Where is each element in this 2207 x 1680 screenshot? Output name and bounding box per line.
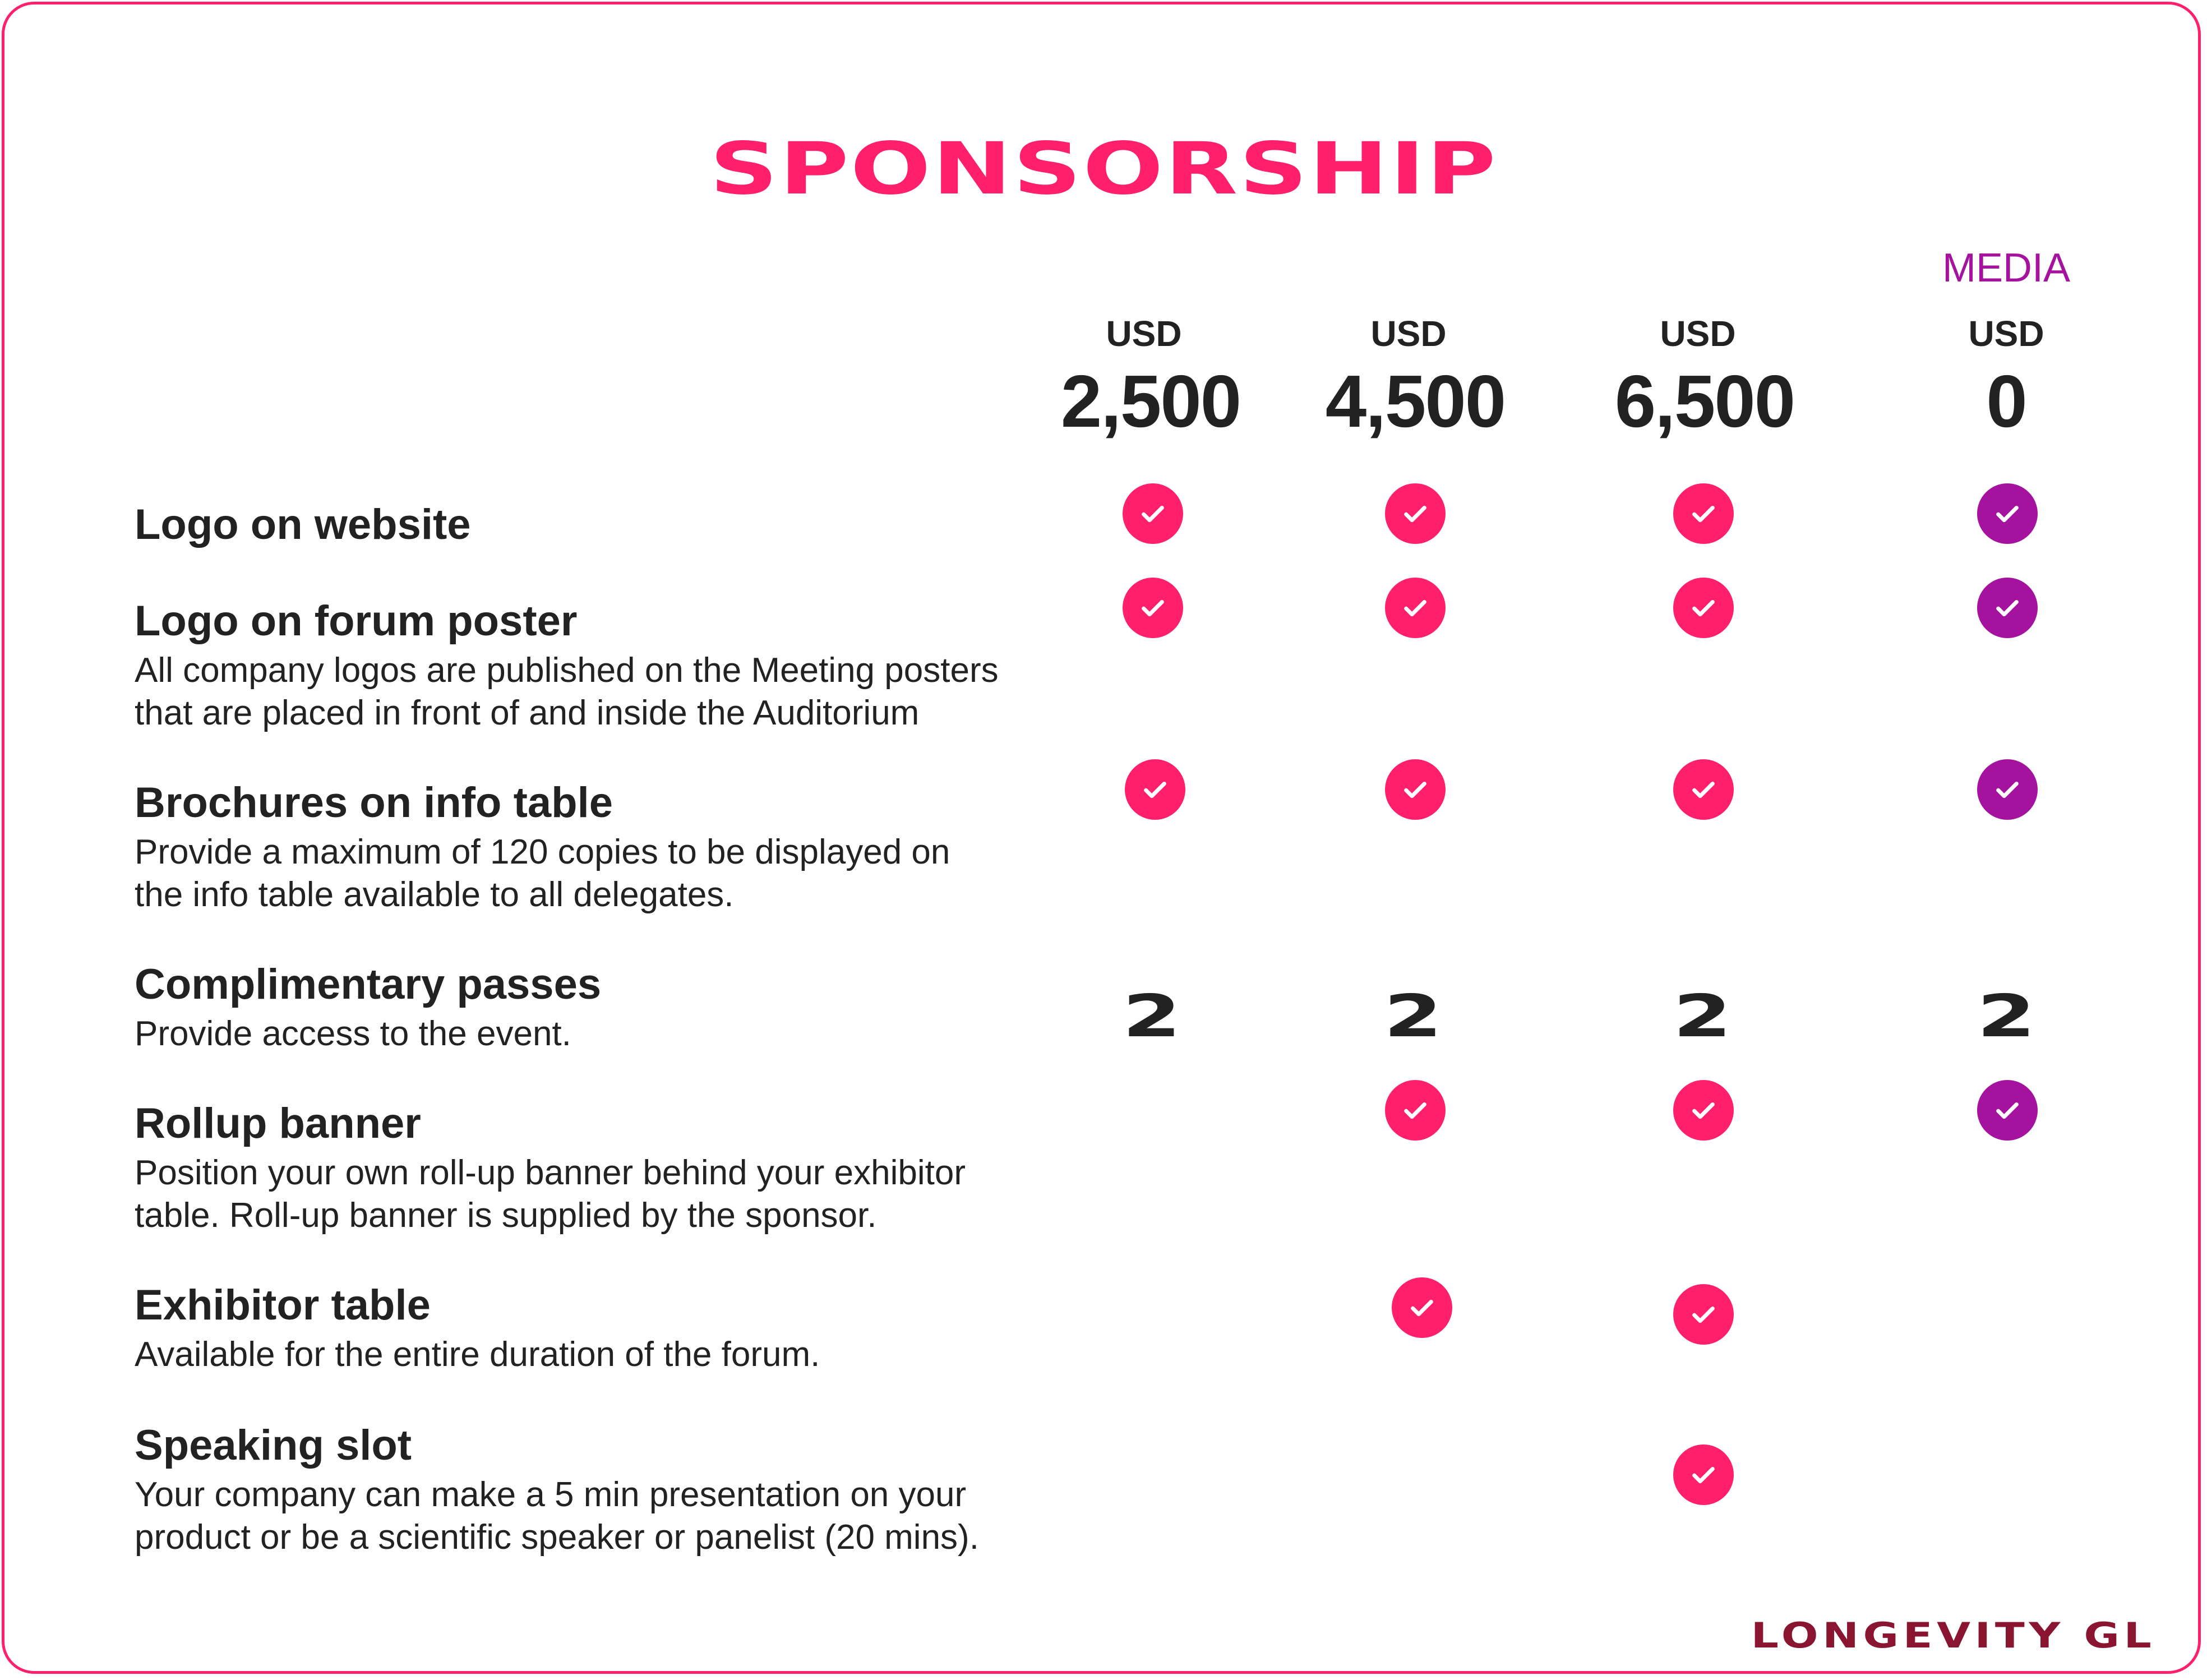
passes-count-tier-2: 2 — [1383, 982, 1443, 1050]
feature-desc-passes — [135, 1013, 1043, 1055]
check-circle-icon — [1385, 1080, 1446, 1141]
check-circle-icon — [1123, 578, 1183, 638]
feature-title-speaking: Speaking slot — [135, 1421, 412, 1469]
feature-desc-line: Position your own roll-up banner behind your exhibitor — [135, 1153, 966, 1192]
feature-desc-rollup — [135, 1152, 1043, 1237]
check-circle-icon — [1977, 759, 2038, 820]
check-circle-icon — [1125, 759, 1185, 820]
feature-desc-line: Available for the entire duration of the forum. — [135, 1335, 820, 1374]
check-circle-icon — [1385, 759, 1446, 820]
feature-desc-line: All company logos are published on the Meeting posters — [135, 651, 999, 690]
feature-desc-line: the info table available to all delegates. — [135, 875, 734, 914]
feature-desc-exhibitor — [135, 1333, 1043, 1376]
feature-title-logo-poster: Logo on forum poster — [135, 597, 578, 645]
feature-desc-line: product or be a scientific speaker or panelist (20 mins). — [135, 1518, 979, 1557]
check-circle-icon — [1385, 578, 1446, 638]
check-circle-icon — [1673, 759, 1734, 820]
tier-3-currency: USD — [1660, 313, 1736, 354]
check-circle-icon — [1123, 483, 1183, 544]
feature-desc-line: Your company can make a 5 min presentation on your — [135, 1475, 967, 1514]
tier-3-price: 6,500 — [1614, 360, 1795, 442]
feature-desc-speaking — [135, 1474, 1043, 1559]
tier-1-currency: USD — [1106, 313, 1182, 354]
feature-desc-brochures — [135, 831, 1043, 916]
check-circle-icon — [1977, 578, 2038, 638]
feature-title-passes: Complimentary passes — [135, 961, 602, 1008]
media-tier-label: MEDIA — [1942, 246, 2071, 290]
tier-2-currency: USD — [1370, 313, 1447, 354]
passes-count-tier-1: 2 — [1122, 982, 1181, 1050]
check-circle-icon — [1673, 578, 1734, 638]
tier-4-currency: USD — [1968, 313, 2044, 354]
check-circle-icon — [1977, 1080, 2038, 1141]
feature-title-exhibitor: Exhibitor table — [135, 1281, 431, 1329]
feature-desc-line: table. Roll-up banner is supplied by the sponsor. — [135, 1196, 877, 1235]
check-circle-icon — [1673, 1444, 1734, 1505]
feature-desc-line: that are placed in front of and inside the Auditorium — [135, 694, 920, 732]
tier-1-price: 2,500 — [1060, 360, 1241, 442]
check-circle-icon — [1977, 483, 2038, 544]
passes-count-tier-3: 2 — [1673, 982, 1732, 1050]
feature-title-brochures: Brochures on info table — [135, 779, 613, 827]
page-title: SPONSORSHIP — [709, 127, 1498, 211]
feature-desc-line: Provide a maximum of 120 copies to be displayed on — [135, 833, 950, 871]
feature-desc-logo-poster — [135, 649, 1043, 735]
passes-count-tier-4: 2 — [1977, 982, 2036, 1050]
check-circle-icon — [1673, 1284, 1734, 1345]
check-circle-icon — [1673, 483, 1734, 544]
check-circle-icon — [1392, 1277, 1452, 1338]
feature-desc-line: Provide access to the event. — [135, 1014, 571, 1053]
feature-title-rollup: Rollup banner — [135, 1100, 421, 1147]
check-circle-icon — [1385, 483, 1446, 544]
feature-title-logo-website: Logo on website — [135, 501, 471, 548]
tier-2-price: 4,500 — [1325, 360, 1506, 442]
tier-4-price: 0 — [1986, 360, 2026, 442]
check-circle-icon — [1673, 1080, 1734, 1141]
brand-logo: LONGEVITY GL — [1751, 1615, 2155, 1656]
